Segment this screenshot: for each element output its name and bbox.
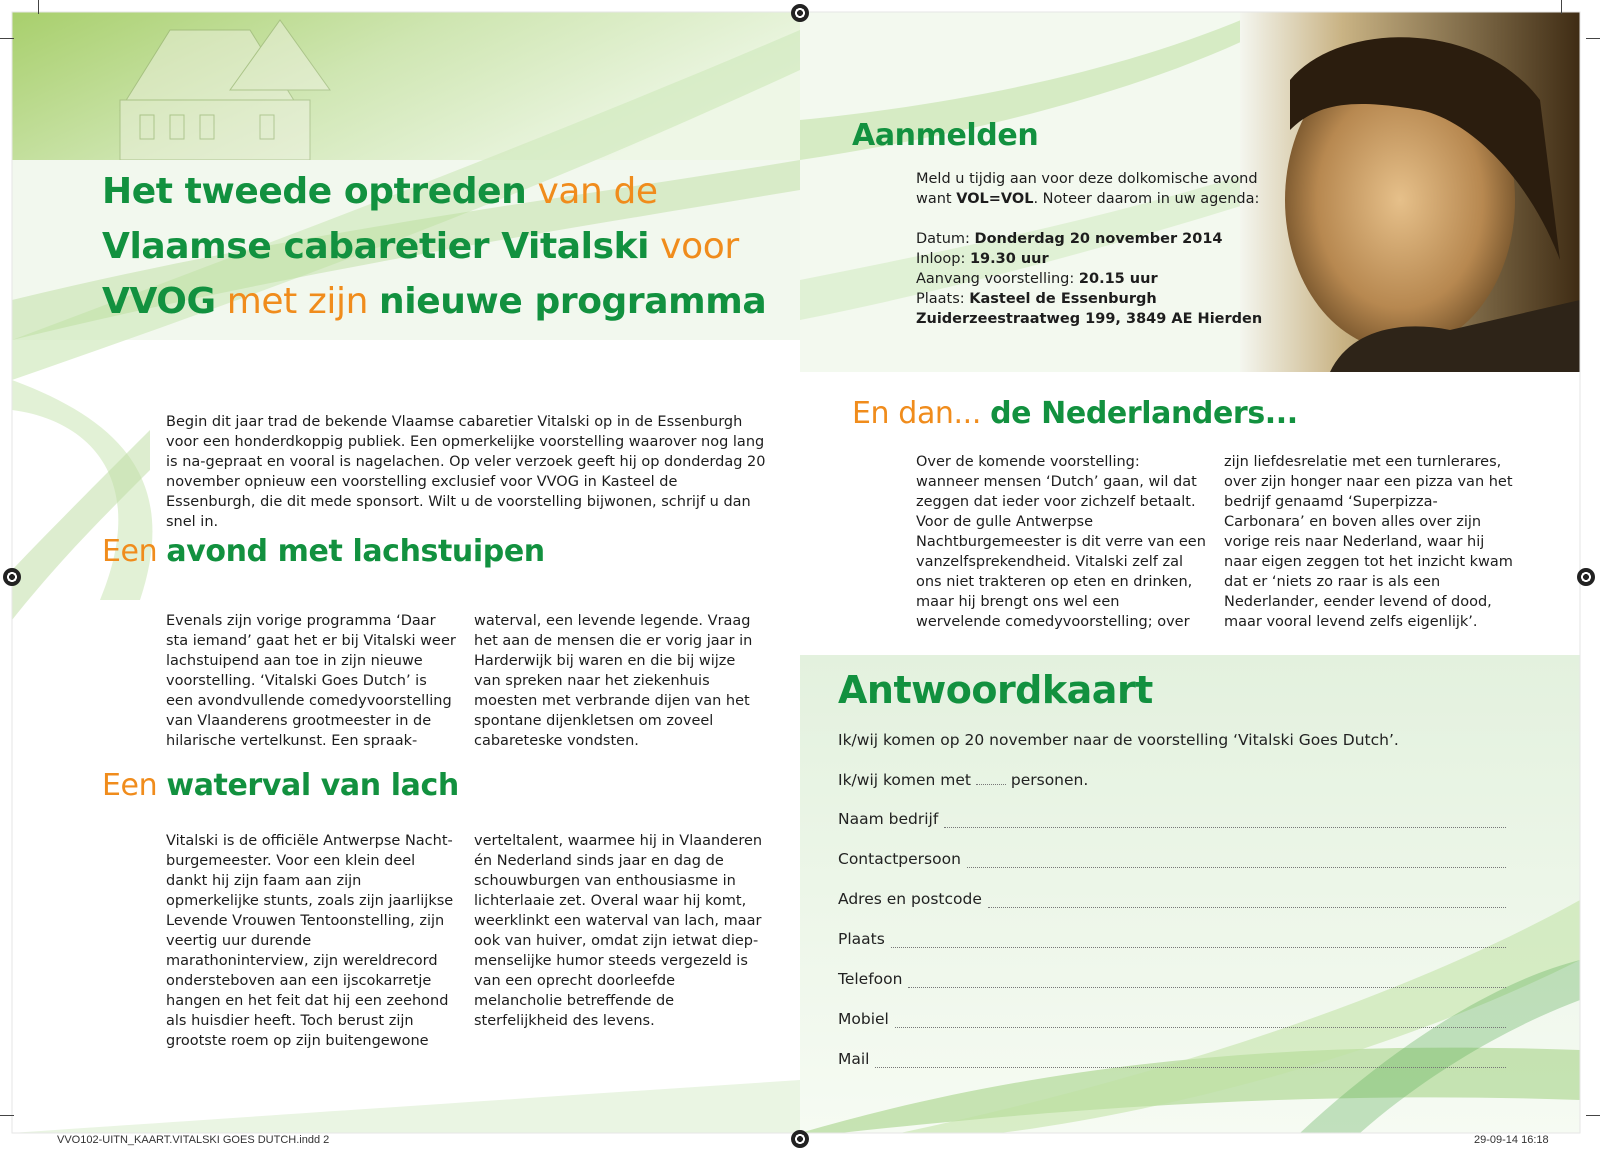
field-label: Telefoon [838,970,903,988]
value: Donderdag 20 november 2014 [974,231,1223,247]
section-heading-waterval [102,768,459,803]
heading-part: Een [102,534,167,569]
hero-title-part: met zijn [215,281,380,322]
registration-mark-icon [791,1130,809,1148]
slug-date: 29-09-14 16:18 [1474,1134,1549,1146]
section1-column1: Evenals zijn vorige programma ‘Daar sta iemand’ gaat het er bij Vitalski weer lachstuipend aan toe in zijn nieuwe voorstelling. ‘Vitalski Goes Dutch’ is een avondvullende comedyvoorstelling van Vlaanderens grootmeester in de hilarische vertelkunst. Een spraak- [166,613,456,749]
datum-line [916,229,1296,249]
persons-label: Ik/wij komen met [838,771,971,789]
registration-mark-icon [1577,568,1595,586]
heading-part: Een [102,768,167,803]
field-mail[interactable] [838,1050,1506,1068]
field-line[interactable] [967,853,1506,868]
field-line[interactable] [908,973,1506,988]
aanvang-line [916,269,1296,289]
label: Inloop: [916,251,970,267]
heading-part: En dan... [852,396,991,431]
crop-mark-icon [1561,0,1562,14]
intro-paragraph: Begin dit jaar trad de bekende Vlaamse cabaretier Vitalski op in de Essenburgh voor een honderdkoppig publiek. Een opmerkelijke voorstelling waarover nog lang is na-gepraat en vooral is nagelachen. Op veler verzoek geeft hij op donderdag 20 november opnieuw een voorstelling exclusief voor VVOG in Kasteel de Essenburgh, die dit mede sponsort. Wilt u de voorstelling bijwonen, schrijf u dan snel in. [166,414,766,530]
hero-title-part: nieuwe programma [379,281,767,322]
hero-title-part: voor [649,226,739,267]
field-line[interactable] [875,1053,1506,1068]
persons-suffix: personen. [1010,771,1089,789]
section1-column2: waterval, een levende legende. Vraag het aan de mensen die er vorig jaar in Harderwijk bij waren en die bij wijze van spreken naar het ziekenhuis moesten met verbrande dijen van het spontane dijenkletsen om zoveel cabareteske vondsten. [474,613,753,749]
field-label: Contactpersoon [838,850,961,868]
antwoordkaart-title: Antwoordkaart [838,668,1153,712]
crop-mark-icon [1586,1115,1600,1116]
field-label: Mobiel [838,1010,889,1028]
plaats-line [916,289,1296,309]
text-part: VOL=VOL [956,191,1034,207]
field-line[interactable] [891,933,1506,948]
antwoordkaart-line1: Ik/wij komen op 20 november naar de voorstelling ‘Vitalski Goes Dutch’. [838,731,1399,749]
field-label: Adres en postcode [838,890,982,908]
crop-mark-icon [38,0,39,14]
section-heading-nederlanders [852,396,1298,431]
crop-mark-icon [1586,38,1600,39]
inloop-line [916,249,1296,269]
field-plaats[interactable] [838,930,1506,948]
value: 19.30 uur [969,251,1049,267]
label: Datum: [916,231,975,247]
hero-title-part: VVOG [102,281,216,322]
label: Plaats: [916,291,970,307]
crop-mark-icon [0,1115,14,1116]
section3-column1: Over de komende voorstelling: wanneer mensen ‘Dutch’ gaan, wil dat zeggen dat ieder voor zichzelf betaalt. Voor de gulle Antwerpse Nachtburgemeester is dit verre van een vanzelfsprekendheid. Vitalski zelf zal ons niet trakteren op eten en drinken, maar hij brengt ons wel een wervelende comedyvoorstelling; over [916,454,1206,630]
value: 20.15 uur [1078,271,1158,287]
aanmelden-line [916,189,1296,209]
aanmelden-line: Meld u tijdig aan voor deze dolkomische avond [916,171,1258,187]
persons-line[interactable] [838,771,1088,789]
hero-title [102,164,782,329]
text-part: want [916,191,957,207]
section3-column2: zijn liefdesrelatie met een turnlerares, over zijn honger naar een pizza van het bedrijf genaamd ‘Superpizza-Carbonara’ en boven alles over zijn vorige reis naar Nederland, waar hij naar eigen zeggen tot het inzicht kwam dat er ‘niets zo raar is als een Nederlander, eender levend of dood, maar vooral levend zelfs eigenlijk’. [1224,454,1513,630]
hero-title-part: van de [526,171,658,212]
hero-title-part: Het tweede optreden [102,171,527,212]
field-naam-bedrijf[interactable] [838,810,1506,828]
field-label: Plaats [838,930,885,948]
value: Zuiderzeestraatweg 199, 3849 AE Hierden [916,311,1263,327]
heading-part: de Nederlanders... [990,396,1298,431]
field-telefoon[interactable] [838,970,1506,988]
label: Aanvang voorstelling: [916,271,1079,287]
text-part: . Noteer daarom in uw agenda: [1033,191,1260,207]
section2-column2: verteltalent, waarmee hij in Vlaanderen én Nederland sinds jaar en dag de schouwburgen van enthousiasme in lichterlaaie zet. Overal waar hij komt, weerklinkt een waterval van lach, maar ook van huiver, omdat zijn ietwat diep-menselijke humor steeds vergezeld is van een oprecht doorleefde melancholie betreffende de sterfelijkheid des levens. [474,833,763,1029]
adres-line [916,309,1296,329]
aanmelden-heading: Aanmelden [852,118,1039,153]
field-adres-postcode[interactable] [838,890,1506,908]
field-line[interactable] [988,893,1506,908]
section2-column1: Vitalski is de officiële Antwerpse Nacht-burgemeester. Voor een klein deel dankt hij zijn faam aan zijn opmerkelijke stunts, zoals zijn jaarlijkse Levende Vrouwen Tentoonstelling, zijn veertig uur durende marathoninterview, zijn wereldrecord ondersteboven aan een ijscokarretje hangen en het feit dat hij een zeehond als huisdier heeft. Toch berust zijn grootste roem op zijn buitengewone [166,833,454,1049]
registration-mark-icon [791,4,809,22]
crop-mark-icon [0,38,14,39]
field-label: Naam bedrijf [838,810,939,828]
section-heading-lachstuipen [102,534,545,569]
heading-part: waterval van lach [166,768,459,803]
hero-title-part: Vlaamse cabaretier Vitalski [102,226,650,267]
slug-filename: VVO102-UITN_KAART.VITALSKI GOES DUTCH.indd 2 [57,1134,330,1146]
field-line[interactable] [895,1013,1506,1028]
field-label: Mail [838,1050,870,1068]
field-contactpersoon[interactable] [838,850,1506,868]
registration-mark-icon [3,568,21,586]
persons-count-field[interactable] [976,784,1006,785]
field-mobiel[interactable] [838,1010,1506,1028]
aanmelden-details [916,169,1296,329]
field-line[interactable] [944,813,1506,828]
heading-part: avond met lachstuipen [166,534,545,569]
value: Kasteel de Essenburgh [969,291,1157,307]
